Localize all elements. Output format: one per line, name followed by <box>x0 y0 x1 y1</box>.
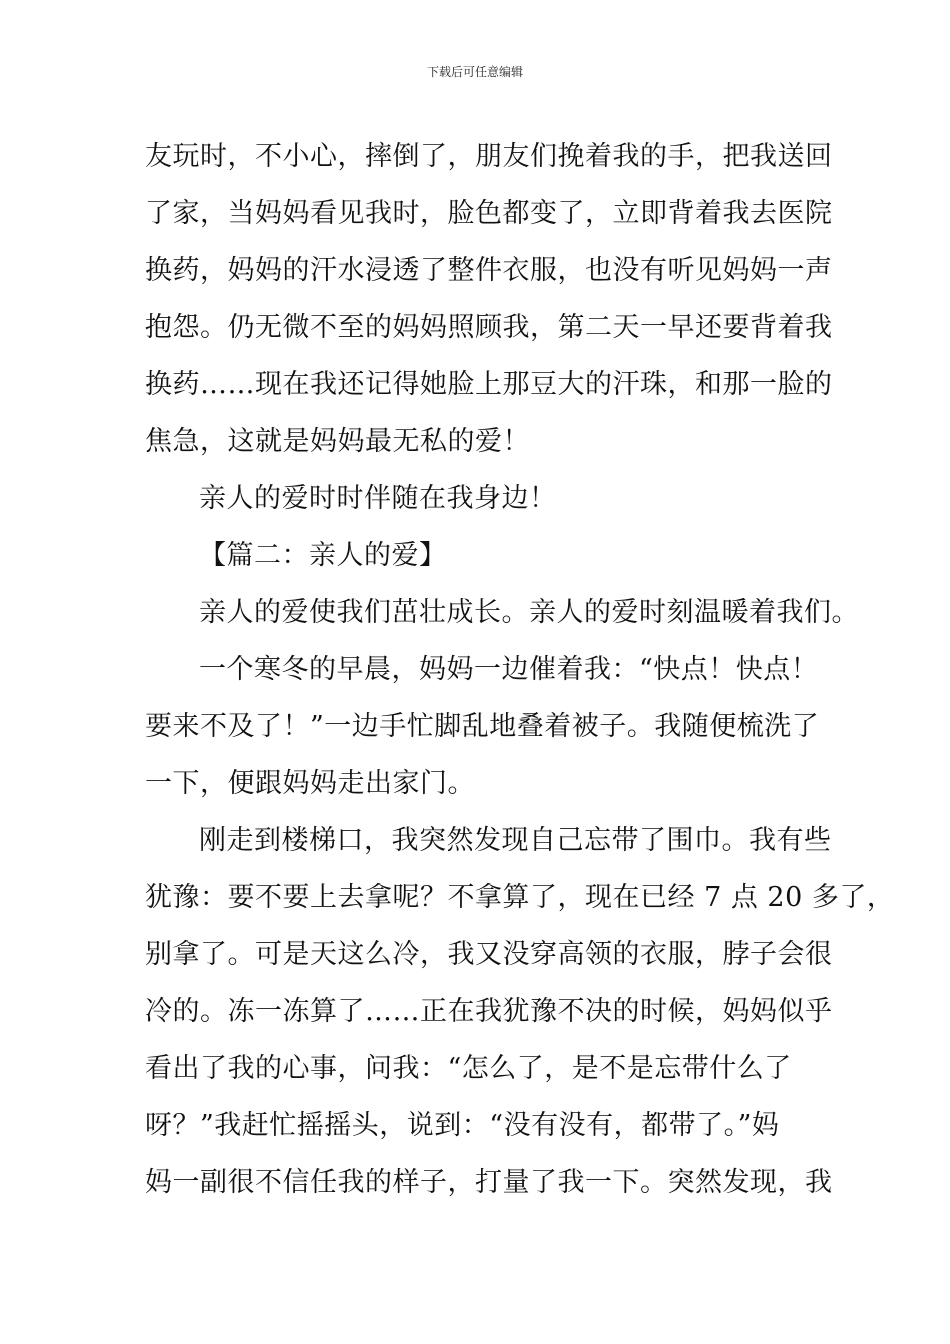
document-body <box>145 128 895 1211</box>
text-line: 一下，便跟妈妈走出家门。 <box>145 768 475 799</box>
text-line: 妈一副很不信任我的样子，打量了我一下。突然发现，我 <box>145 1167 833 1198</box>
text-line: 要来不及了！”一边手忙脚乱地叠着被子。我随便梳洗了 <box>145 711 820 742</box>
text-line: 一个寒冬的早晨，妈妈一边催着我：“快点！快点！ <box>199 654 819 685</box>
text-line: 友玩时，不小心，摔倒了，朋友们挽着我的手，把我送回 <box>145 141 833 172</box>
text-line: 换药……现在我还记得她脸上那豆大的汗珠，和那一脸的 <box>145 369 833 400</box>
section-heading: 【篇二：亲人的爱】 <box>199 540 447 571</box>
text-line: 刚走到楼梯口，我突然发现自己忘带了围巾。我有些 <box>199 825 832 856</box>
text-line: 了家，当妈妈看见我时，脸色都变了，立即背着我去医院 <box>145 198 833 229</box>
text-line: 亲人的爱时时伴随在我身边！ <box>199 483 557 514</box>
text-line: 焦急，这就是妈妈最无私的爱！ <box>145 426 530 457</box>
text-line: 换药，妈妈的汗水浸透了整件衣服，也没有听见妈妈一声 <box>145 255 833 286</box>
text-line: 别拿了。可是天这么冷，我又没穿高领的衣服，脖子会很 <box>145 939 833 970</box>
text-line: 看出了我的心事，问我：“怎么了，是不是忘带什么了 <box>145 1053 792 1084</box>
text-line: 冷的。冻一冻算了……正在我犹豫不决的时候，妈妈似乎 <box>145 996 833 1027</box>
text-line: 犹豫：要不要上去拿呢？不拿算了，现在已经 7 点 20 多了， <box>145 882 895 913</box>
text-line: 抱怨。仍无微不至的妈妈照顾我，第二天一早还要背着我 <box>145 312 833 343</box>
page-header: 下载后可任意编辑 <box>426 65 523 79</box>
text-line: 呀？”我赶忙摇摇头，说到：“没有没有，都带了。”妈 <box>145 1110 780 1141</box>
text-line: 亲人的爱使我们茁壮成长。亲人的爱时刻温暖着我们。 <box>199 597 859 628</box>
